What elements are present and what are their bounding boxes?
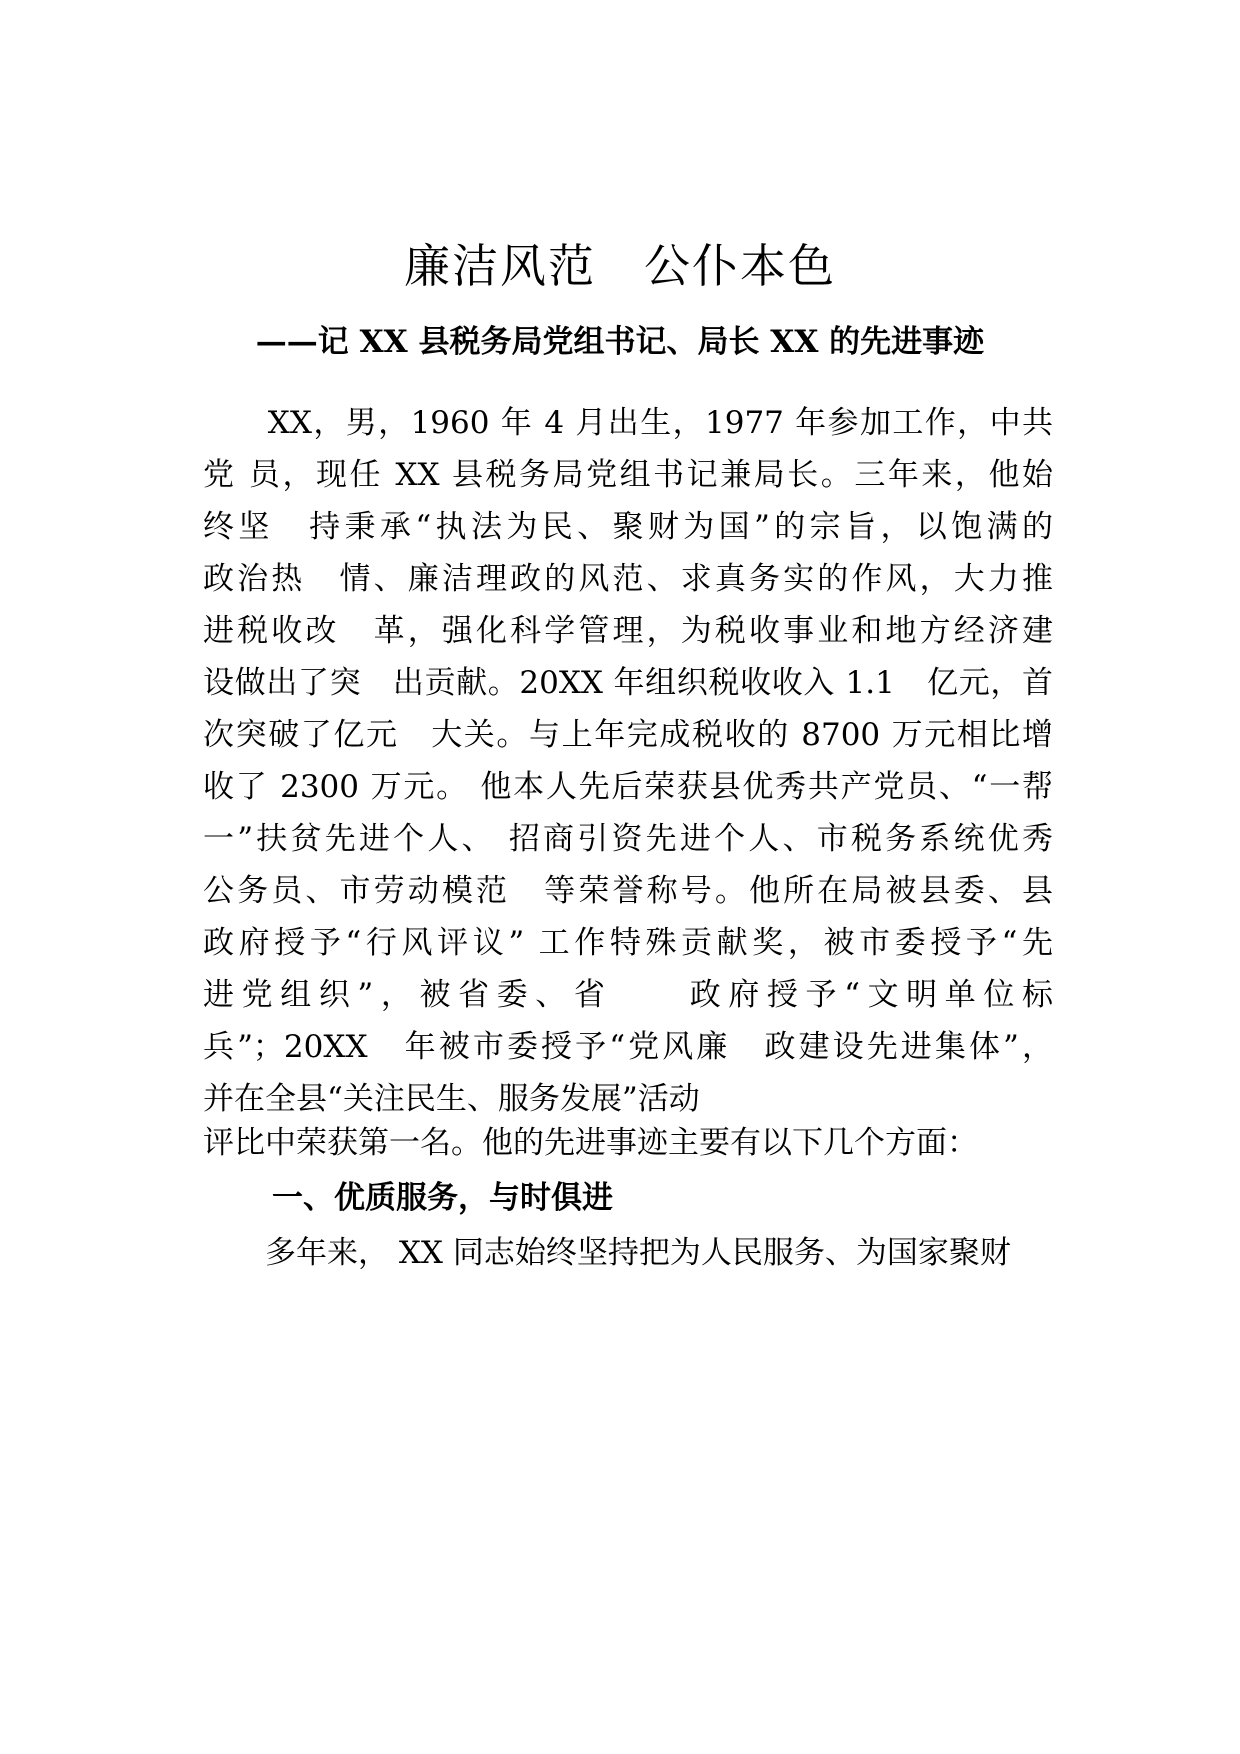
paragraph-line: 政府授予“行风评议” 工作特殊贡献奖，被市委授予“先 xyxy=(203,925,1053,961)
paragraph-line: 兵”；20XX 年被市委授予“党风廉 政建设先进集体”， xyxy=(203,1029,1053,1065)
document-title: 廉洁风范 公仆本色 xyxy=(404,239,836,293)
paragraph-line: 收了 2300 万元。 他本人先后荣获县优秀共产党员、“一帮 xyxy=(203,769,1053,805)
paragraph-line: 政治热 情、廉洁理政的风范、求真务实的作风，大力推 xyxy=(203,561,1053,597)
paragraph-line: 设做出了突 出贡献。20XX 年组织税收收入 1.1 亿元，首 xyxy=(203,665,1053,701)
paragraph-line: 公务员、市劳动模范 等荣誉称号。他所在局被县委、县 xyxy=(203,873,1053,909)
paragraph-line: 党 员，现任 XX 县税务局党组书记兼局长。三年来，他始 xyxy=(203,457,1053,493)
paragraph-line: 进党组织”，被省委、省 政府授予“文明单位标 xyxy=(203,977,1053,1013)
paragraph-line: 并在全县“关注民生、服务发展”活动 xyxy=(203,1081,700,1117)
document-subtitle: ——记 XX 县税务局党组书记、局长 XX 的先进事迹 xyxy=(255,324,985,360)
section-heading: 一、优质服务，与时俱进 xyxy=(272,1180,613,1216)
paragraph-line: 多年来， XX 同志始终坚持把为人民服务、为国家聚财 xyxy=(203,1235,1011,1271)
paragraph-line: 进税收改 革，强化科学管理，为税收事业和地方经济建 xyxy=(203,613,1053,649)
paragraph-line: 一”扶贫先进个人、 招商引资先进个人、市税务系统优秀 xyxy=(203,821,1053,857)
paragraph-line: 次突破了亿元 大关。与上年完成税收的 8700 万元相比增 xyxy=(203,717,1053,753)
paragraph-line: 评比中荣获第一名。他的先进事迹主要有以下几个方面： xyxy=(203,1125,978,1161)
paragraph-line: XX，男，1960 年 4 月出生，1977 年参加工作，中共 xyxy=(203,405,1053,441)
paragraph-line: 终坚 持秉承“执法为民、聚财为国”的宗旨，以饱满的 xyxy=(203,509,1053,545)
